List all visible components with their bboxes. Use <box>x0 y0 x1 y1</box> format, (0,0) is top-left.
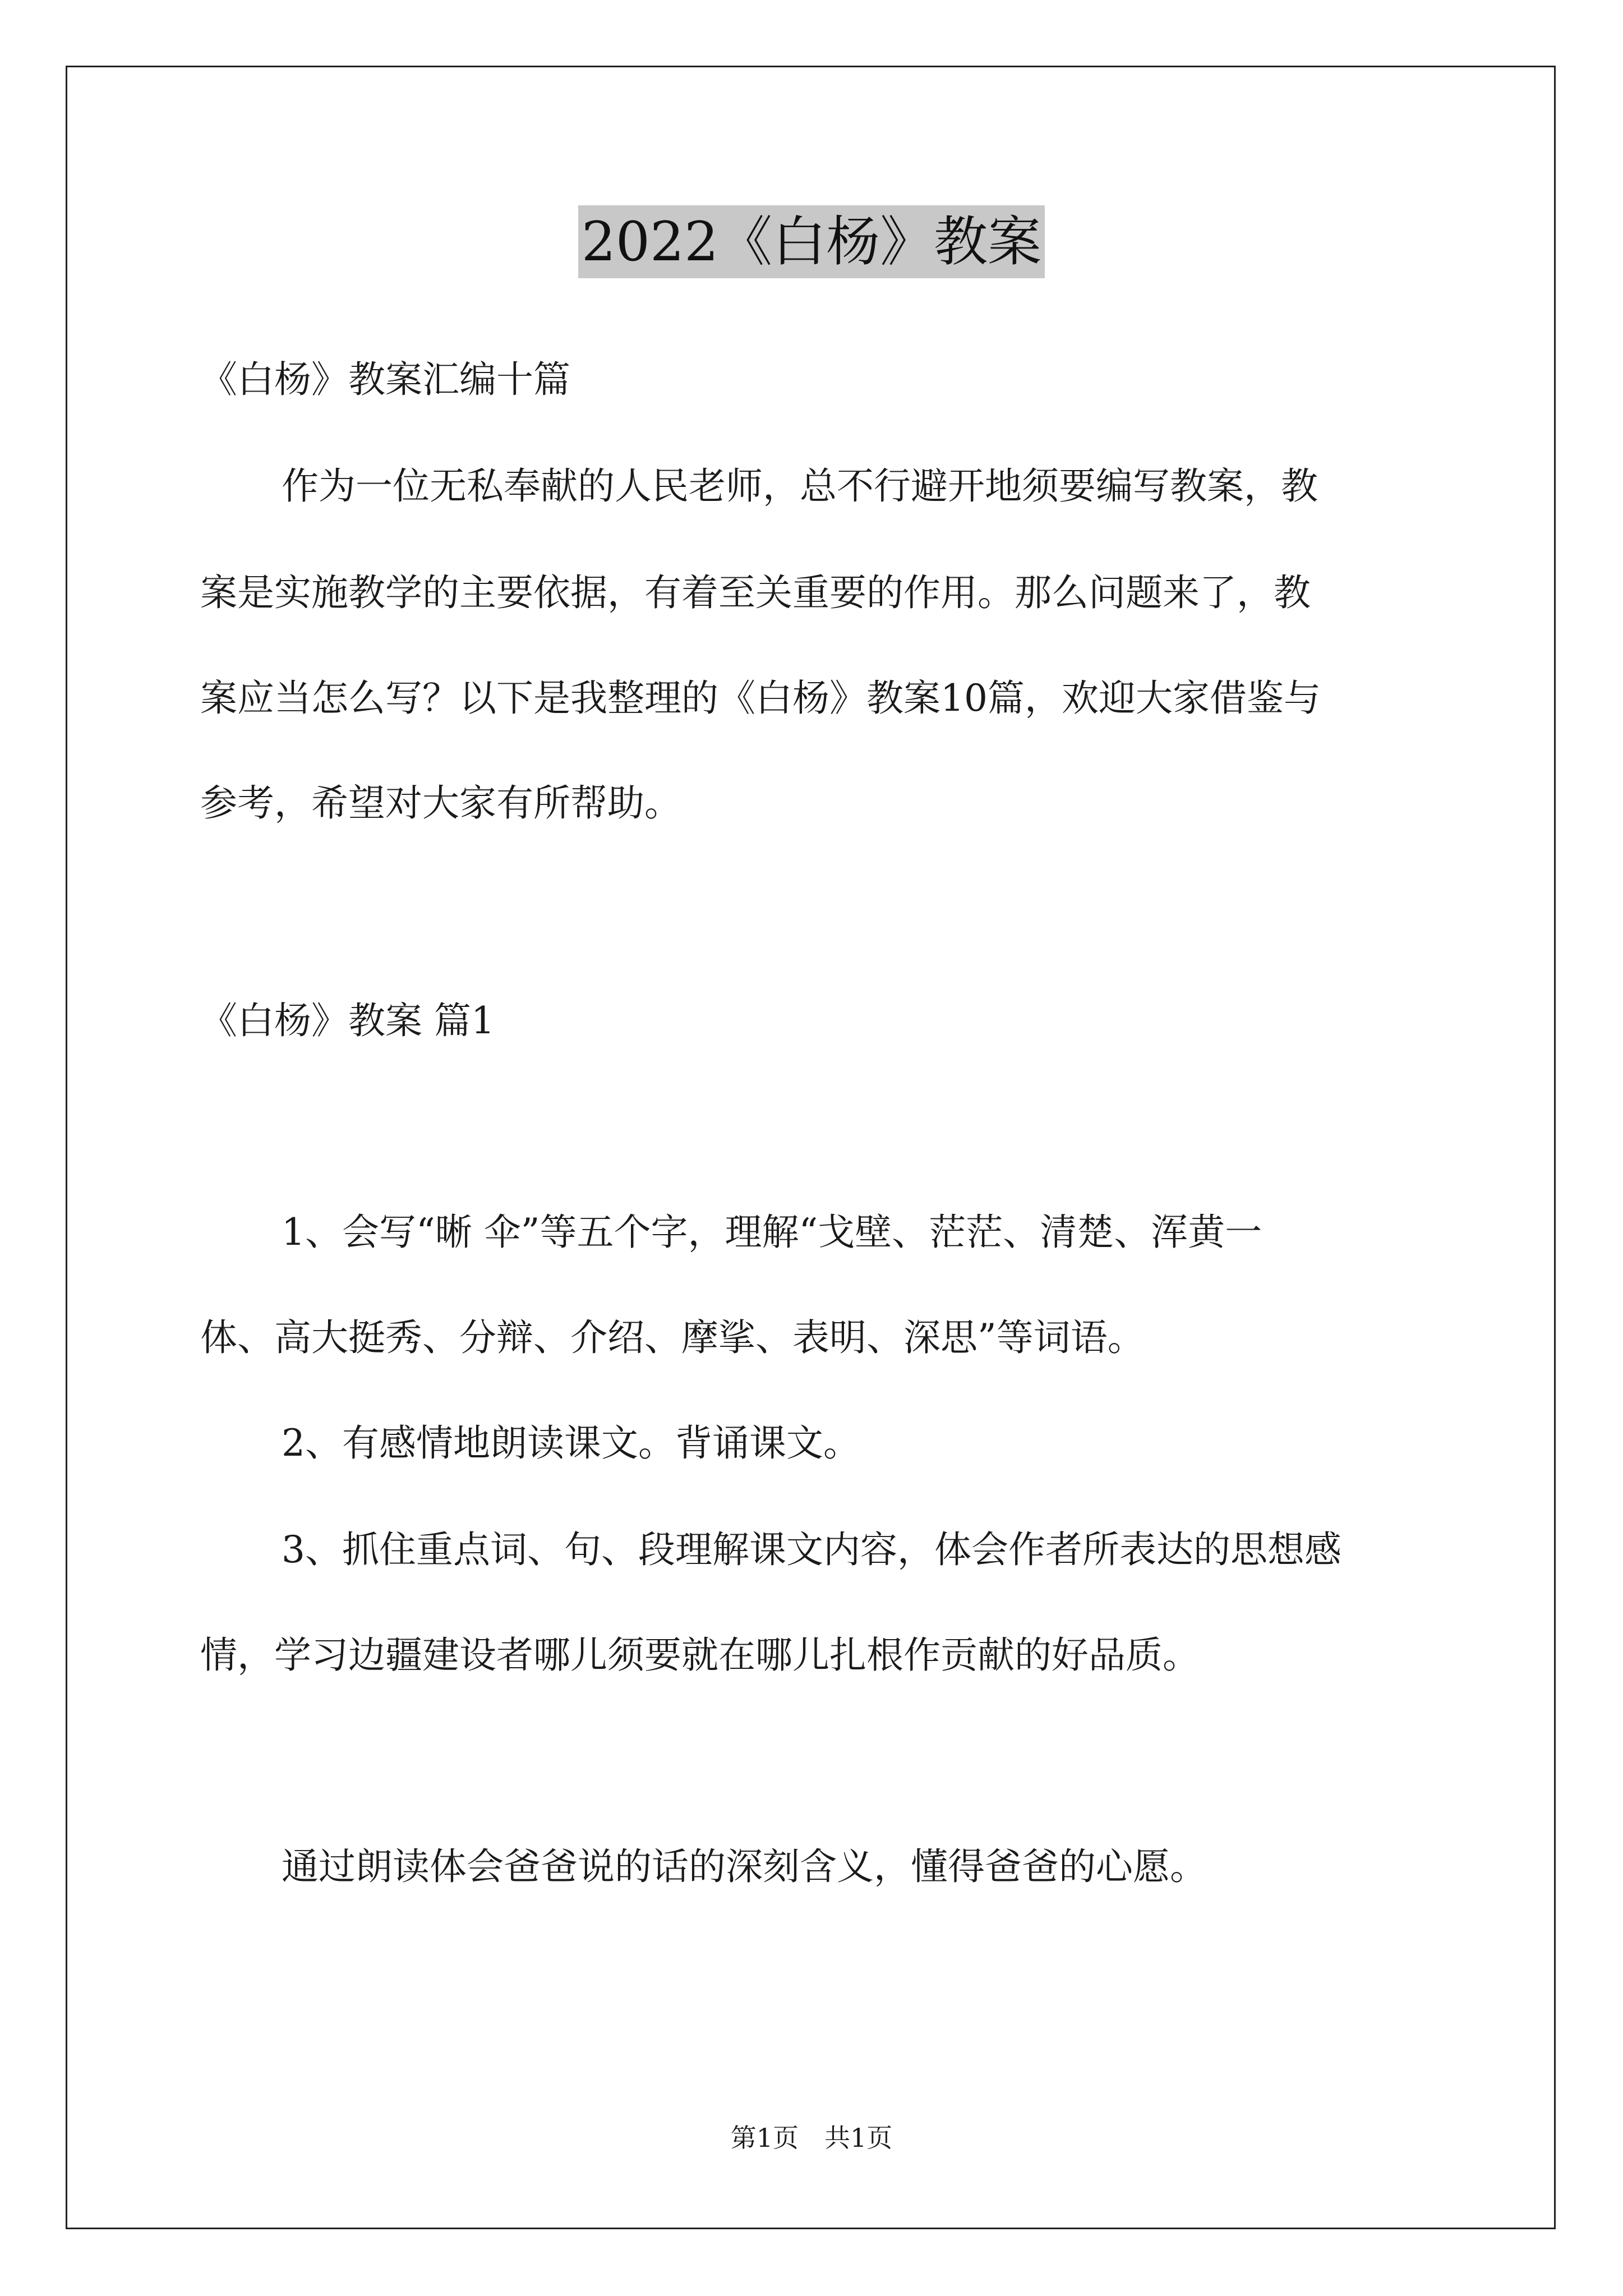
document-subtitle: 《白杨》教案汇编十篇 <box>200 358 570 401</box>
objective-line-2: 体、高大挺秀、分辩、介绍、摩挲、表明、深思”等词语。 <box>200 1316 1145 1359</box>
intro-line-3: 案应当怎么写？以下是我整理的《白杨》教案10篇，欢迎大家借鉴与 <box>200 677 1321 720</box>
key-point-line: 通过朗读体会爸爸说的话的深刻含义，懂得爸爸的心愿。 <box>282 1845 1207 1888</box>
page-number-footer: 第1页 共1页 <box>730 2123 893 2153</box>
objective-line-4: 3、抓住重点词、句、段理解课文内容，体会作者所表达的思想感 <box>282 1528 1341 1571</box>
objective-line-1: 1、会写“晰 伞”等五个字，理解“戈壁、茫茫、清楚、浑黄一 <box>282 1211 1262 1254</box>
intro-line-1: 作为一位无私奉献的人民老师，总不行避开地须要编写教案，教 <box>282 464 1318 508</box>
document-title: 2022《白杨》教案 <box>578 205 1045 278</box>
objective-line-5: 情，学习边疆建设者哪儿须要就在哪儿扎根作贡献的好品质。 <box>200 1634 1200 1677</box>
intro-line-4: 参考，希望对大家有所帮助。 <box>200 781 681 825</box>
intro-line-2: 案是实施教学的主要依据，有着至关重要的作用。那么问题来了，教 <box>200 571 1311 614</box>
title-block <box>0 205 1623 278</box>
section-heading: 《白杨》教案 篇1 <box>200 999 495 1042</box>
objective-line-3: 2、有感情地朗读课文。背诵课文。 <box>282 1421 860 1465</box>
